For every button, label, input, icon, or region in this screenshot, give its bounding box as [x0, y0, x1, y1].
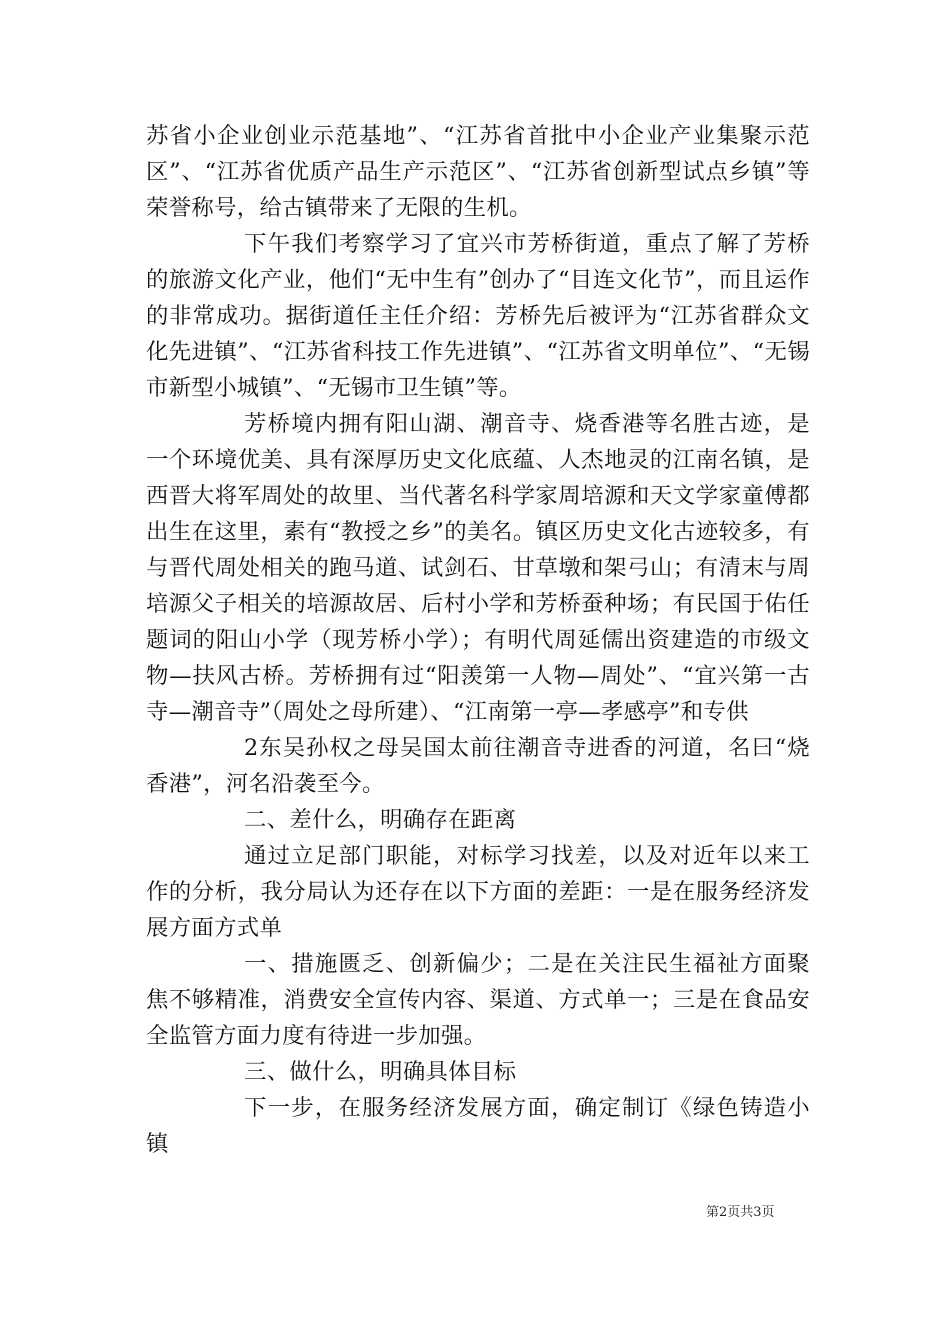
paragraph-fangqiao-visit: 下午我们考察学习了宜兴市芳桥街道，重点了解了芳桥的旅游文化产业，他们“无中生有”创办了“目连文化节”，而且运作的非常成功。据街道任主任介绍：芳桥先后被评为“江苏省群众文化先进镇”、“江苏省科技工作先进镇”、“江苏省文明单位”、“无锡市新型小城镇”、“无锡市卫生镇”等。 — [146, 231, 810, 401]
paragraph-gap-details: 一、措施匮乏、创新偏少；二是在关注民生福祉方面聚焦不够精准，消费安全宣传内容、渠道、方式单一；三是在食品安全监管方面力度有待进一步加强。 — [146, 951, 810, 1049]
paragraph-next-steps: 下一步，在服务经济发展方面，确定制订《绿色铸造小镇 — [146, 1095, 810, 1157]
paragraph-shaoxiang-river: 2东吴孙权之母吴国太前往潮音寺进香的河道，名曰“烧香港”，河名沿袭至今。 — [146, 735, 810, 797]
paragraph-gap-analysis: 通过立足部门职能，对标学习找差，以及对近年以来工作的分析，我分局认为还存在以下方面的差距：一是在服务经济发展方面方式单 — [146, 843, 810, 941]
paragraph-fangqiao-history: 芳桥境内拥有阳山湖、潮音寺、烧香港等名胜古迹，是一个环境优美、具有深厚历史文化底蕴、人杰地灵的江南名镇，是西晋大将军周处的故里、当代著名科学家周培源和天文学家童傅都出生在这里，素有“教授之乡”的美名。镇区历史文化古迹较多，有与晋代周处相关的跑马道、试剑石、甘草墩和架弓山；有清末与周培源父子相关的培源故居、后村小学和芳桥蚕种场；有民国于佑任题词的阳山小学（现芳桥小学）；有明代周延儒出资建造的市级文物—扶风古桥。芳桥拥有过“阳羡第一人物—周处”、“宜兴第一古寺—潮音寺”（周处之母所建）、“江南第一亭—孝感亭”和专供 — [146, 411, 810, 725]
section-heading-gaps: 二、差什么，明确存在距离 — [244, 807, 517, 833]
document-body — [146, 118, 810, 1162]
paragraph-honors-continued: 苏省小企业创业示范基地”、“江苏省首批中小企业产业集聚示范区”、“江苏省优质产品生产示范区”、“江苏省创新型试点乡镇”等荣誉称号，给古镇带来了无限的生机。 — [146, 123, 810, 221]
page-number-footer: 第2页共3页 — [706, 1205, 775, 1220]
section-heading-goals: 三、做什么，明确具体目标 — [244, 1059, 517, 1085]
